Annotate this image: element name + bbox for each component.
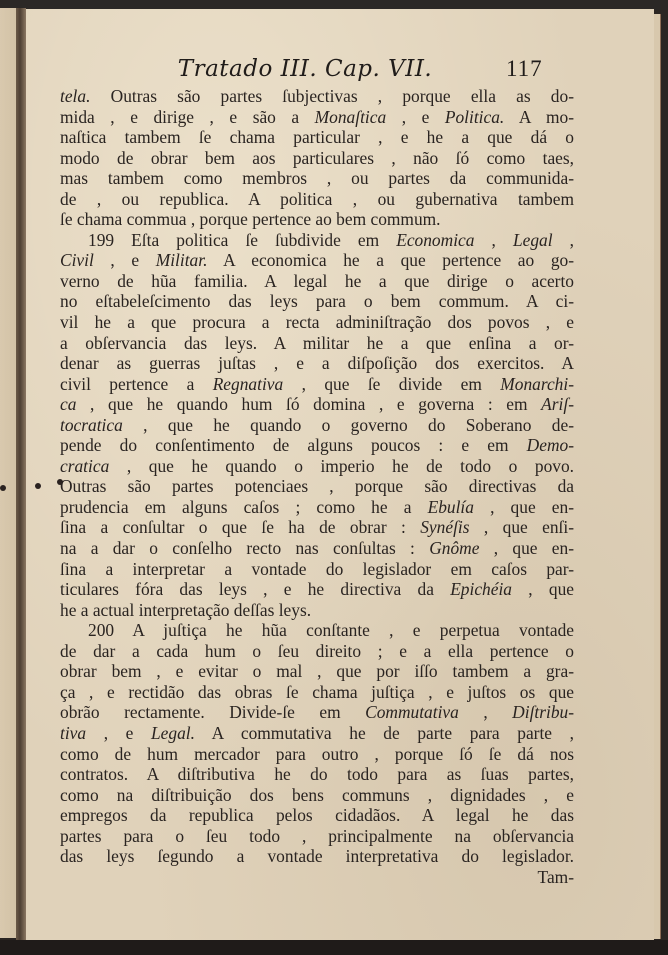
text-line [60,230,574,251]
body-text [60,86,574,887]
text-run: na a dar o conſelho recto nas conſultas : [60,538,430,559]
text-line [60,785,574,806]
text-run: A mo- [504,106,574,127]
text-run: ticulares fóra das leys , e he directiva da [60,579,451,600]
margin-dot-mark [0,485,6,491]
text-line [60,538,574,559]
text-run: verno de hũa familia. A legal he a que dirige o acerto [60,270,574,291]
text-run: partes para o ſeu todo , principalmente na obſervancia [60,825,574,846]
text-run: obrão rectamente. Divide-ſe em [60,702,366,723]
text-line [60,620,574,641]
text-line [60,682,574,703]
text-line [60,86,574,107]
text-run: no eſtabeleſcimento das leys para o bem commum. A ci- [60,291,574,312]
text-run: A commutativa he de parte para parte , [194,722,574,743]
text-run: ſina a conſultar o que ſe ha de obrar : [60,517,421,538]
text-line [60,168,574,189]
text-line [60,435,574,456]
text-run: , [458,702,513,723]
italic-term: tela. [60,86,91,106]
text-line [60,189,574,210]
text-run: modo de obrar bem aos particulares , não ſó como taes, [60,147,574,168]
text-line [60,456,574,477]
text-line [60,805,574,826]
italic-term: tocratica [60,414,123,435]
text-line [60,148,574,169]
text-run: Outras são partes potenciaes , porque são directivas da [60,476,574,497]
text-run: vil he a que procura a recta adminiſtração dos povos , e [60,312,574,333]
text-line [60,641,574,662]
text-run: denar as guerras juſtas , e a diſpoſição dos exercitos. A [60,353,574,374]
text-run: , e [93,250,156,271]
text-run: prudencia em alguns caſos ; como he a [60,496,428,517]
italic-term: Commutativa [365,702,459,723]
text-run: 200 A juſtiça he hũa conſtante , e perpetua vontade [88,620,574,641]
italic-term: Epichéia [450,579,512,600]
text-run: , e [386,106,445,127]
text-line [60,353,574,374]
text-line [60,744,574,765]
text-line [60,107,574,128]
text-run: , que ſe divide em [283,373,501,394]
text-run: ça , e rectidão das obras ſe chama juſtiça , e juſtos os que [60,681,574,702]
italic-term: Gnôme [429,538,480,559]
text-run: , que en- [473,496,574,517]
text-line [60,291,574,312]
text-line [60,826,574,847]
text-run: A economica he a que pertence ao go- [207,250,574,271]
text-run: 199 Eſta politica ſe ſubdivide em [88,229,397,250]
text-line [60,415,574,436]
text-run: , que en- [479,538,574,559]
italic-term: Legal. [151,722,195,743]
italic-term: Synéſis [420,517,470,538]
italic-term: cratica [60,455,110,476]
text-run: , que he quando hum ſó domina , e governa : em [76,394,542,415]
text-run: , [474,229,513,250]
text-run: a obſervancia das leys. A militar he a que enſina a or- [60,332,574,353]
text-line [60,497,574,518]
text-run: Outras são partes ſubjectivas , porque ella as do- [90,86,574,106]
text-run: , que [512,579,574,600]
text-run: como de hum mercador para outro , porque ſó ſe dá nos [60,743,574,764]
text-run: mida , e dirige , e são a [60,106,315,127]
italic-term: Diſtribu- [512,702,575,723]
text-run: como na diſtribuição dos bens communs , dignidades , e [60,784,574,805]
book-gutter [16,8,26,940]
text-line [60,702,574,723]
text-line [60,271,574,292]
italic-term: Regnativa [212,373,284,394]
text-line [60,559,574,580]
text-run: naſtica tambem ſe chama particular , e he a que dá o [60,127,574,148]
text-line [60,374,574,395]
text-line [60,209,574,230]
text-run: obrar bem , e evitar o mal , que por iſſo tambem a gra- [60,661,574,682]
running-title: Tratado III. Cap. VII. [177,56,433,82]
text-run: civil pertence a [60,373,213,394]
text-run: , e [86,722,152,743]
italic-term: ca [60,394,77,415]
text-line [60,517,574,538]
text-run: , [552,229,575,250]
text-run: contratos. A diſtributiva he do todo para as ſuas partes, [60,764,574,785]
text-run: mas tambem como membros , ou partes da communida- [60,168,574,189]
scanner-bottom-edge [0,940,668,955]
italic-term: Monarchi- [500,373,574,394]
catchword: Tam- [537,866,574,887]
text-run: empregos da republica pelos cidadãos. A legal he das [60,805,574,826]
italic-term: Monaſtica [314,106,387,127]
italic-term: Ebulía [427,496,474,517]
italic-term: Legal [512,229,553,250]
text-run: das leys ſegundo a vontade interpretativa do legislador. [60,846,574,867]
italic-term: Demo- [526,435,574,456]
text-line [60,764,574,785]
italic-term: Militar. [155,250,208,271]
text-line [60,394,574,415]
text-line [60,312,574,333]
text-run: , que enſi- [469,517,574,538]
italic-term: Ariſ- [541,394,574,415]
text-line [60,127,574,148]
italic-term: Politica. [444,106,505,127]
italic-term: Civil [60,250,94,271]
text-line [60,250,574,271]
text-run: de , ou republica. A politica , ou gubernativa tambem [60,188,574,209]
text-line [60,579,574,600]
text-run: de dar a cada hum o ſeu direito ; e a ella pertence o [60,640,574,661]
text-run: , que he quando o governo do Soberano de- [122,414,574,435]
text-run: ſina a interpretar a vontade do legislador em caſos par- [60,558,574,579]
text-line [60,476,574,497]
text-line [60,846,574,867]
facing-page-edge [0,8,16,938]
text-run: pende do conſentimento de alguns poucos : e em [60,435,527,456]
text-run: , que he quando o imperio he de todo o povo. [109,455,574,476]
text-run: he a actual interpretação deſſas leys. [60,599,312,620]
text-line [60,333,574,354]
italic-term: tiva [60,722,87,743]
text-line [60,661,574,682]
text-line [60,723,574,744]
margin-dot-mark [35,483,41,489]
italic-term: Economica [396,229,475,250]
text-line [60,600,574,621]
page-number: 117 [506,56,543,81]
text-run: ſe chama commua , porque pertence ao bem commum. [60,209,441,230]
